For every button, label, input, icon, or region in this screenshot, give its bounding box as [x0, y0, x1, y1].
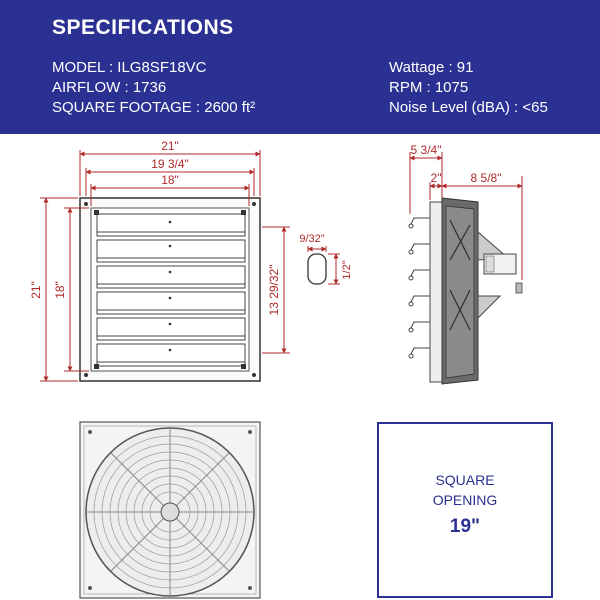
slot-detail	[299, 233, 353, 284]
dim-slot-length: 1/2"	[341, 260, 353, 280]
dim-overall-width: 21"	[161, 139, 179, 153]
dim-opening-width: 18"	[161, 173, 179, 187]
dim-opening-height: 18"	[53, 281, 67, 299]
front-view	[29, 139, 290, 381]
slot-shape	[308, 254, 326, 284]
spec-noise-level: Noise Level (dBA) : <65	[389, 99, 548, 116]
square-opening-box	[377, 422, 553, 598]
square-opening-size: 19"	[449, 516, 481, 537]
dim-frame-width: 19 3/4"	[151, 157, 189, 171]
side-view	[409, 143, 522, 384]
side-louvre-hooks	[409, 218, 430, 358]
dim-motor-depth: 8 5/8"	[470, 171, 502, 185]
dim-front-depth: 2"	[430, 171, 442, 185]
spec-airflow: AIRFLOW : 1736	[52, 79, 167, 96]
dim-mount-height: 13 29/32"	[267, 264, 281, 316]
dim-total-depth: 5 3/4"	[410, 143, 442, 157]
dim-slot-width: 9/32"	[299, 233, 325, 245]
dim-overall-height: 21"	[29, 281, 43, 299]
rear-view	[80, 422, 260, 598]
spec-wattage: Wattage : 91	[389, 59, 474, 76]
square-opening-label-2: OPENING	[432, 492, 498, 508]
spec-square-footage: SQUARE FOOTAGE : 2600 ft²	[52, 99, 256, 116]
spec-rpm: RPM : 1075	[389, 79, 469, 96]
side-bracket-bottom	[478, 296, 500, 318]
specifications-title: SPECIFICATIONS	[52, 16, 234, 39]
spec-model: MODEL : ILG8SF18VC	[52, 59, 207, 76]
fan-hub	[161, 503, 179, 521]
side-frame	[430, 202, 442, 382]
square-opening-label-1: SQUARE	[435, 472, 495, 488]
